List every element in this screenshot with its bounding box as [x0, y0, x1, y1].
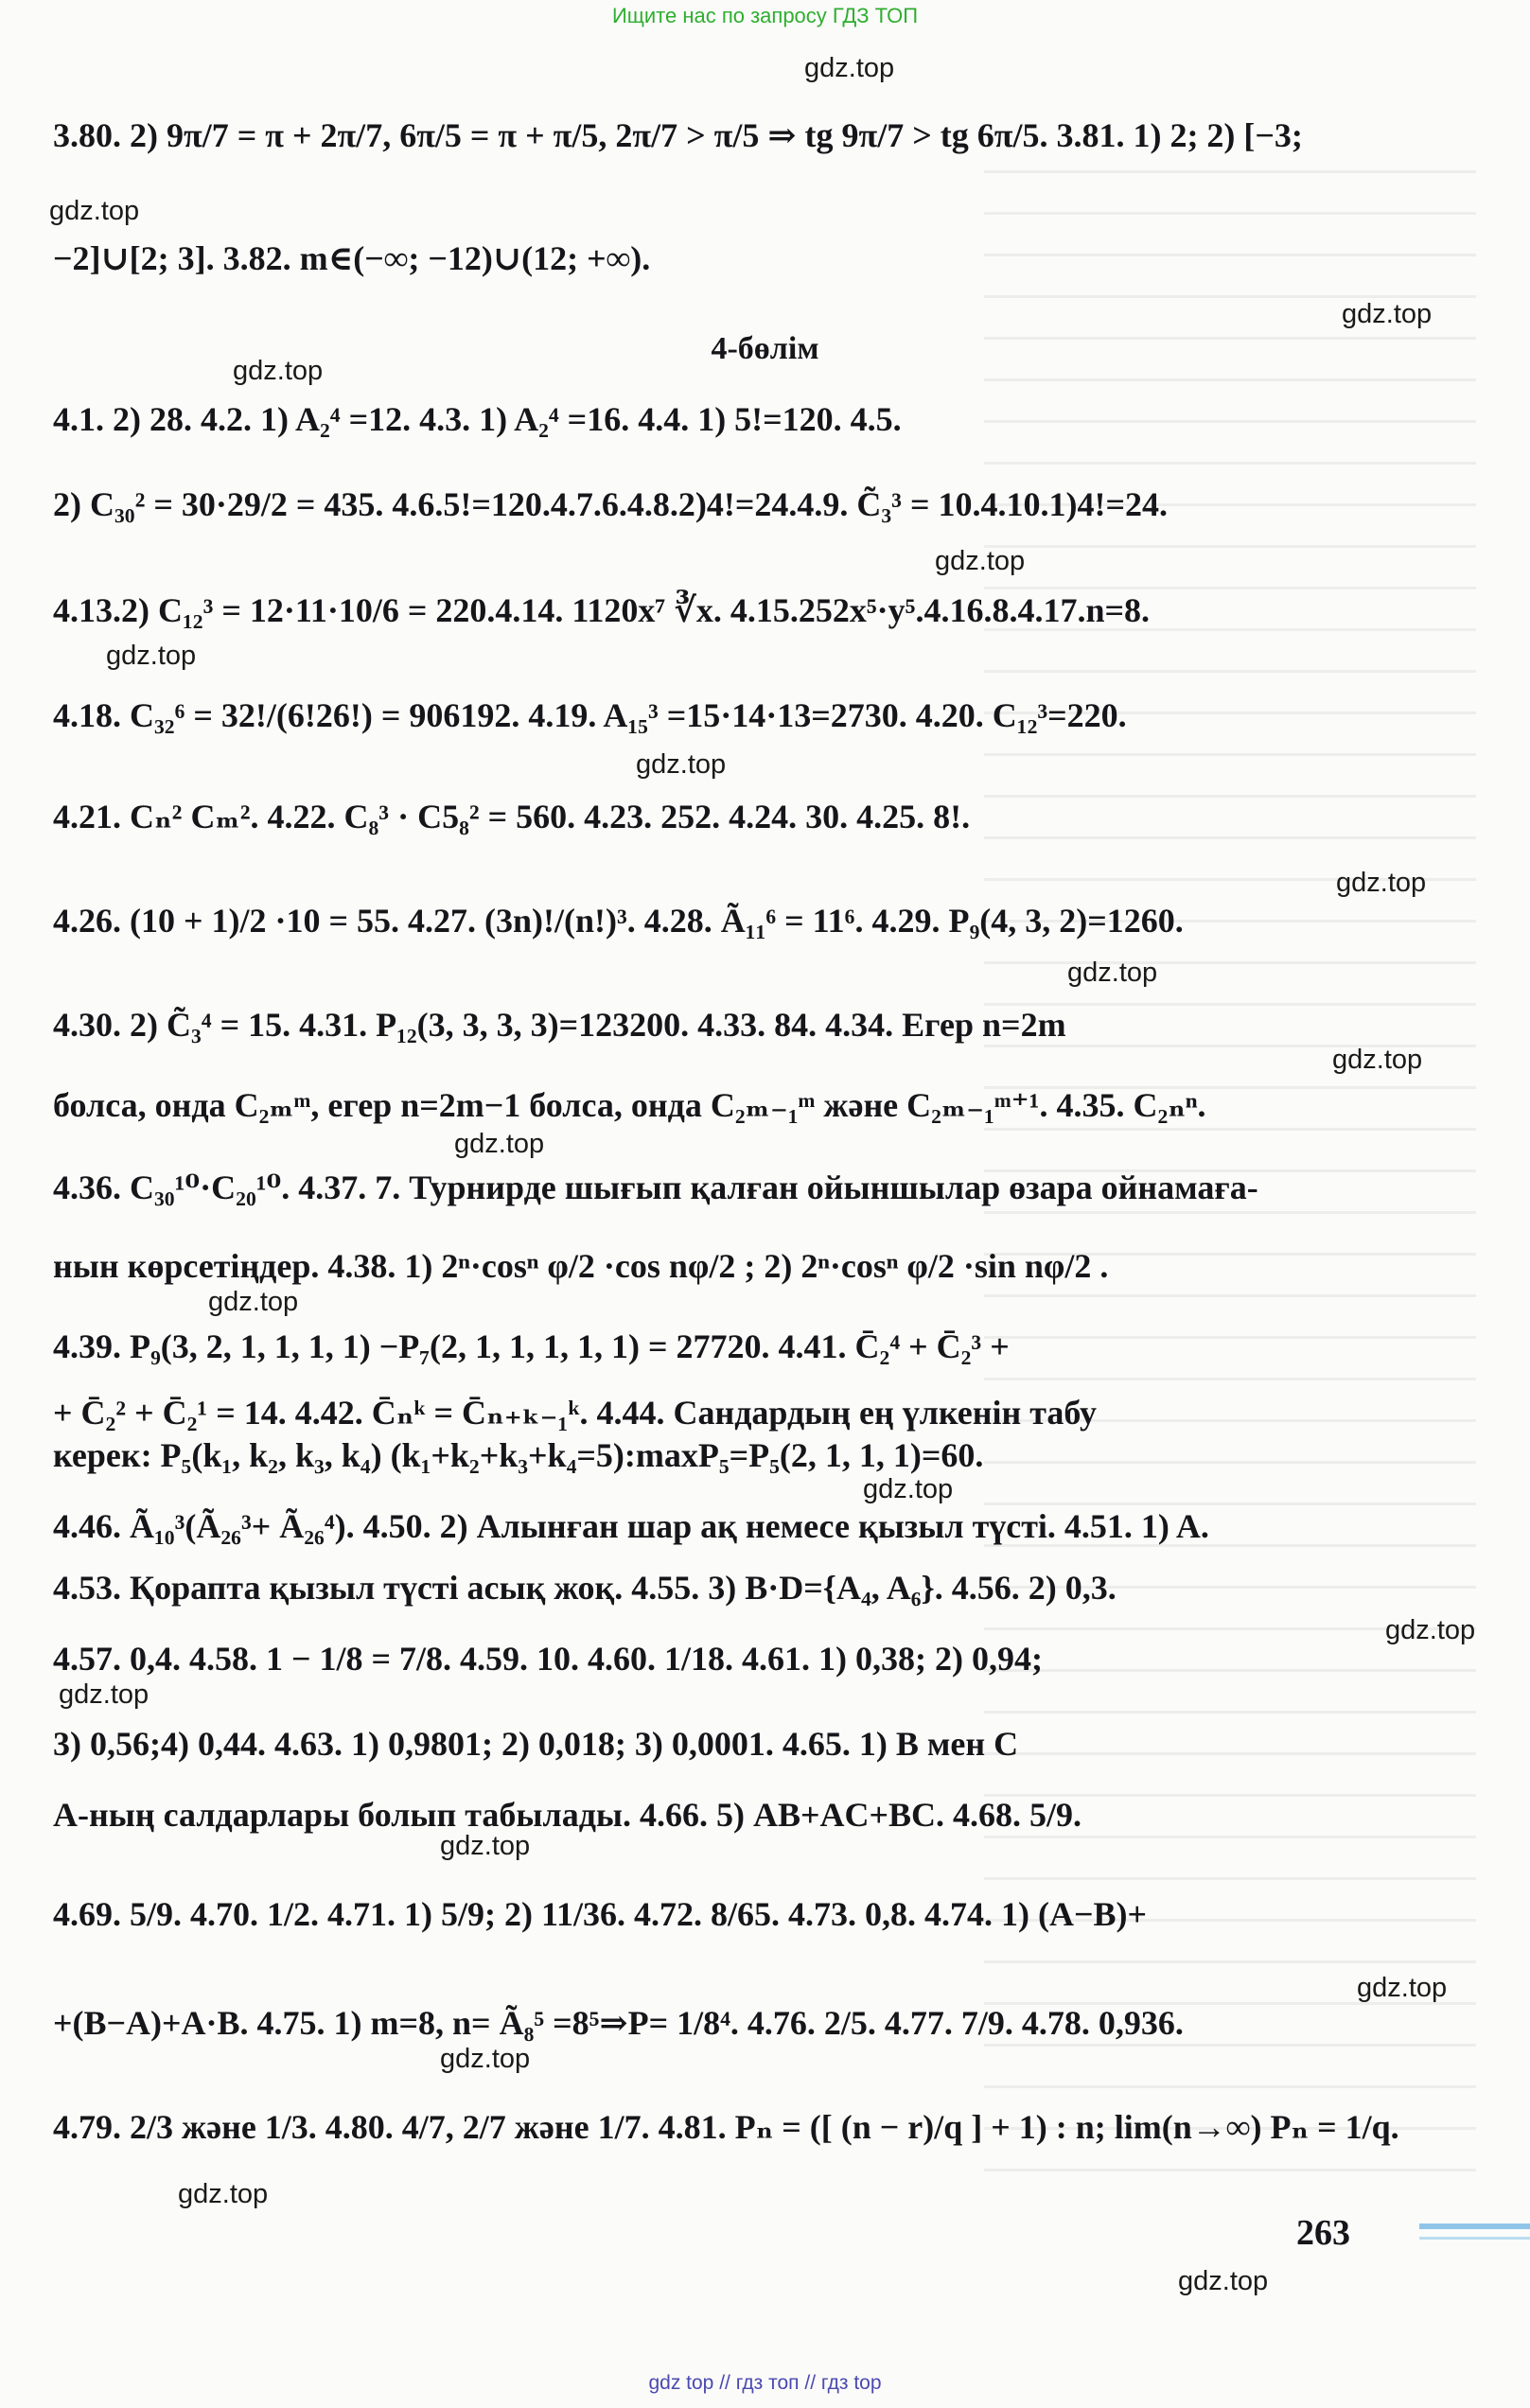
answer-line-18: 4.57. 0,4. 4.58. 1 − 1/8 = 7/8. 4.59. 10. 4.60. 1/18. 4.61. 1) 0,38; 2) 0,94; [53, 1640, 1043, 1678]
watermark: gdz.top [178, 2179, 269, 2209]
answer-line-4: 2) C₃₀² = 30·29/2 = 435. 4.6.5!=120.4.7.6.4.8.2)4!=24.4.9. C̃₃³ = 10.4.10.1)4!=24. [53, 485, 1168, 523]
answer-line-21: 4.69. 5/9. 4.70. 1/2. 4.71. 1) 5/9; 2) 11/36. 4.72. 8/65. 4.73. 0,8. 4.74. 1) (A−B)+ [53, 1895, 1147, 1933]
watermark: gdz.top [454, 1129, 545, 1159]
answer-line-2: −2]∪[2; 3]. 3.82. m∈(−∞; −12)∪(12; +∞). [53, 239, 651, 277]
answer-line-20: A-ның салдарлары болып табылады. 4.66. 5) AB+AC+BC. 4.68. 5/9. [53, 1796, 1082, 1834]
answer-line-5: 4.13.2) C₁₂³ = 12·11·10/6 = 220.4.14. 1120x⁷ ∛x. 4.15.252x⁵·y⁵.4.16.8.4.17.n=8. [53, 591, 1151, 629]
page-number: 263 [1296, 2213, 1350, 2253]
answer-line-9: 4.30. 2) C̃₃⁴ = 15. 4.31. P₁₂(3, 3, 3, 3)=123200. 4.33. 84. 4.34. Егер n=2m [53, 1006, 1066, 1044]
answer-line-10: болса, онда C₂ₘᵐ, егер n=2m−1 болса, онда C₂ₘ₋₁ᵐ және C₂ₘ₋₁ᵐ⁺¹. 4.35. C₂ₙⁿ. [53, 1086, 1206, 1124]
section-heading: 4-бөлім [711, 331, 819, 366]
watermark: gdz.top [1357, 1973, 1448, 2003]
watermark: gdz.top [106, 641, 197, 671]
watermark: gdz.top [1385, 1615, 1476, 1645]
watermark: gdz.top [59, 1679, 149, 1710]
watermark: gdz.top [935, 546, 1026, 576]
answer-line-15: керек: P₅(k₁, k₂, k₃, k₄) (k₁+k₂+k₃+k₄=5):maxP₅=P₅(2, 1, 1, 1)=60. [53, 1436, 984, 1474]
footer-links[interactable]: gdz top // гдз топ // гдз top [648, 2372, 882, 2394]
search-banner[interactable]: Ищите нас по запросу ГДЗ ТОП [611, 4, 919, 27]
watermark: gdz.top [1332, 1045, 1423, 1075]
answer-line-23: 4.79. 2/3 және 1/3. 4.80. 4/7, 2/7 және 1/7. 4.81. Pₙ = ([ (n − r)/q ] + 1) : n; lim(n→∞) Pₙ = 1/q. [53, 2108, 1399, 2146]
answer-line-17: 4.53. Қорапта қызыл түсті асық жоқ. 4.55. 3) B·D={A₄, A₆}. 4.56. 2) 0,3. [53, 1569, 1117, 1607]
answer-line-11: 4.36. C₃₀¹⁰·C₂₀¹⁰. 4.37. 7. Турнирде шығып қалған ойыншылар өзара ойнамаға- [53, 1169, 1258, 1206]
watermark: gdz.top [1342, 299, 1433, 329]
watermark: gdz.top [1067, 958, 1158, 988]
answer-line-13: 4.39. P₉(3, 2, 1, 1, 1, 1) −P₇(2, 1, 1, 1, 1, 1) = 27720. 4.41. C̄₂⁴ + C̄₂³ + [53, 1327, 1010, 1365]
answer-line-1: 3.80. 2) 9π/7 = π + 2π/7, 6π/5 = π + π/5, 2π/7 > π/5 ⇒ tg 9π/7 > tg 6π/5. 3.81. 1) 2; 2) [−3; [53, 116, 1303, 154]
watermark: gdz.top [863, 1474, 954, 1504]
answer-line-14: + C̄₂² + C̄₂¹ = 14. 4.42. C̄ₙᵏ = C̄ₙ₊ₖ₋₁ᵏ. 4.44. Сандардың ең үлкенін табу [53, 1394, 1097, 1432]
answer-line-8: 4.26. (10 + 1)/2 ·10 = 55. 4.27. (3n)!/(n!)³. 4.28. Ã₁₁⁶ = 11⁶. 4.29. P₉(4, 3, 2)=1260. [53, 902, 1184, 940]
watermark: gdz.top [636, 749, 727, 780]
answer-line-16: 4.46. Ã₁₀³(Ã₂₆³+ Ã₂₆⁴). 4.50. 2) Алынған шар ақ немесе қызыл түсті. 4.51. 1) A. [53, 1507, 1209, 1545]
answer-line-22: +(B−A)+A·B. 4.75. 1) m=8, n= Ã₈⁵ =8⁵⇒P= 1/8⁴. 4.76. 2/5. 4.77. 7/9. 4.78. 0,936. [53, 2004, 1184, 2042]
watermark: gdz.top [440, 2044, 531, 2074]
answer-line-3: 4.1. 2) 28. 4.2. 1) A₂⁴ =12. 4.3. 1) A₂⁴ =16. 4.4. 1) 5!=120. 4.5. [53, 400, 902, 438]
answer-line-6: 4.18. C₃₂⁶ = 32!/(6!26!) = 906192. 4.19. A₁₅³ =15·14·13=2730. 4.20. C₁₂³=220. [53, 696, 1127, 734]
watermark: gdz.top [233, 356, 324, 386]
watermark: gdz.top [1336, 868, 1427, 898]
answer-line-19: 3) 0,56;4) 0,44. 4.63. 1) 0,9801; 2) 0,018; 3) 0,0001. 4.65. 1) B мен C [53, 1725, 1019, 1763]
watermark: gdz.top [49, 196, 140, 226]
page-edge-rule [1419, 2223, 1530, 2229]
watermark: gdz.top [804, 53, 895, 83]
watermark: gdz.top [1178, 2266, 1269, 2296]
page-edge-rule-thin [1419, 2237, 1530, 2240]
answer-line-7: 4.21. Cₙ² Cₘ². 4.22. C₈³ · C5₈² = 560. 4.23. 252. 4.24. 30. 4.25. 8!. [53, 798, 971, 835]
answer-line-12: нын көрсетіңдер. 4.38. 1) 2ⁿ·cosⁿ φ/2 ·cos nφ/2 ; 2) 2ⁿ·cosⁿ φ/2 ·sin nφ/2 . [53, 1247, 1109, 1285]
watermark: gdz.top [208, 1287, 299, 1317]
watermark: gdz.top [440, 1831, 531, 1861]
